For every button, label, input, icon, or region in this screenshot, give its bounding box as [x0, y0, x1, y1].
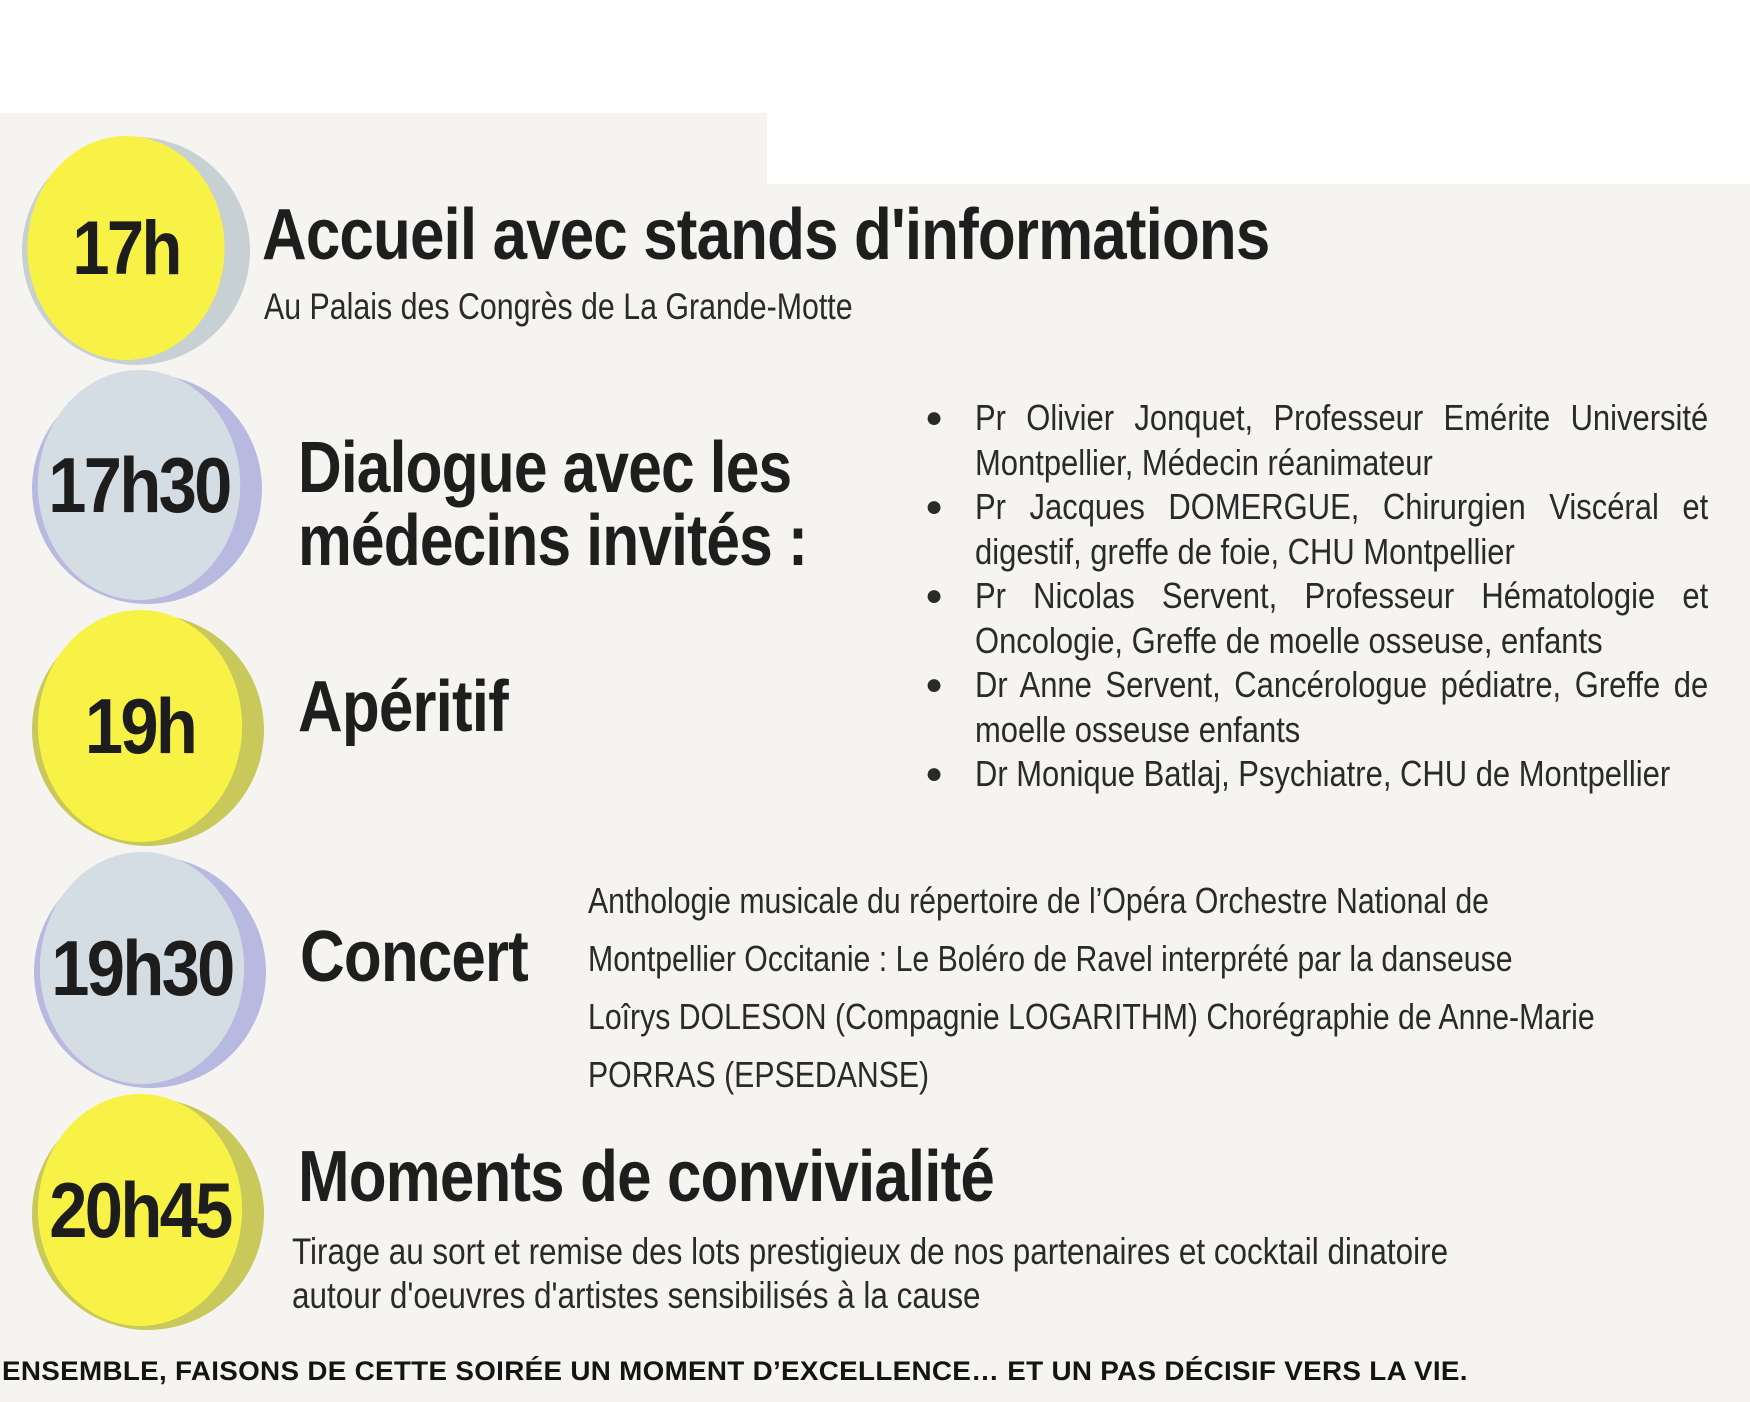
event-subtitle-accueil: Au Palais des Congrès de La Grande-Motte [264, 286, 853, 327]
description-line: Anthologie musicale du répertoire de l’Opéra Orchestre National de [588, 880, 1489, 921]
bullet-icon: ● [925, 490, 944, 523]
time-badge-17h [27, 136, 224, 360]
time-badge-20h45 [38, 1094, 242, 1326]
list-item [925, 574, 1710, 663]
time-label: 19h [84, 681, 196, 770]
event-title-dialogue-line1: Dialogue avec les [298, 428, 792, 508]
time-badge-17h30 [38, 370, 240, 600]
doctor-entry: Pr Jacques DOMERGUE, Chirurgien Viscéral et digestif, greffe de foie, CHU Montpellier [975, 486, 1709, 572]
bullet-icon: ● [925, 401, 944, 434]
event-title-convivialite: Moments de convivialité [298, 1137, 994, 1217]
list-item [925, 663, 1710, 752]
bullet-icon: ● [925, 757, 944, 790]
event-title-aperitif: Apéritif [298, 667, 508, 747]
time-label: 19h30 [51, 923, 233, 1012]
footer-tagline: ENSEMBLE, FAISONS DE CETTE SOIRÉE UN MOMENT D’EXCELLENCE… ET UN PAS DÉCISIF VERS LA VIE. [2, 1356, 1468, 1386]
doctor-entry: Pr Nicolas Servent, Professeur Hématologie et Oncologie, Greffe de moelle osseuse, enfants [975, 575, 1709, 661]
time-badge-19h [38, 610, 242, 842]
doctor-entry: Dr Monique Batlaj, Psychiatre, CHU de Montpellier [975, 753, 1671, 794]
time-label: 17h [72, 205, 180, 291]
doctor-entry: Dr Anne Servent, Cancérologue pédiatre, Greffe de moelle osseuse enfants [975, 664, 1709, 750]
description-line: Loîrys DOLESON (Compagnie LOGARITHM) Chorégraphie de Anne-Marie [588, 996, 1595, 1037]
time-badge-19h30 [40, 852, 244, 1084]
list-item [925, 485, 1710, 574]
description-line: Montpellier Occitanie : Le Boléro de Ravel interprété par la danseuse [588, 938, 1513, 979]
bullet-icon: ● [925, 579, 944, 612]
description-line: Tirage au sort et remise des lots prestigieux de nos partenaires et cocktail dinatoire [292, 1231, 1449, 1272]
list-item [925, 752, 1710, 797]
convivialite-description [292, 1230, 1652, 1318]
concert-description [588, 872, 1596, 1104]
doctor-entry: Pr Olivier Jonquet, Professeur Emérite Université Montpellier, Médecin réanimateur [975, 397, 1709, 483]
list-item [925, 396, 1710, 485]
description-line: autour d'oeuvres d'artistes sensibilisés à la cause [292, 1275, 981, 1316]
time-label: 20h45 [49, 1165, 231, 1254]
time-label: 17h30 [48, 440, 230, 529]
event-title-dialogue-line2: médecins invités : [298, 501, 808, 581]
event-title-accueil: Accueil avec stands d'informations [262, 195, 1270, 275]
event-title-concert: Concert [300, 917, 528, 997]
doctors-list [925, 396, 1710, 797]
description-line: PORRAS (EPSEDANSE) [588, 1054, 930, 1095]
bullet-icon: ● [925, 668, 944, 701]
